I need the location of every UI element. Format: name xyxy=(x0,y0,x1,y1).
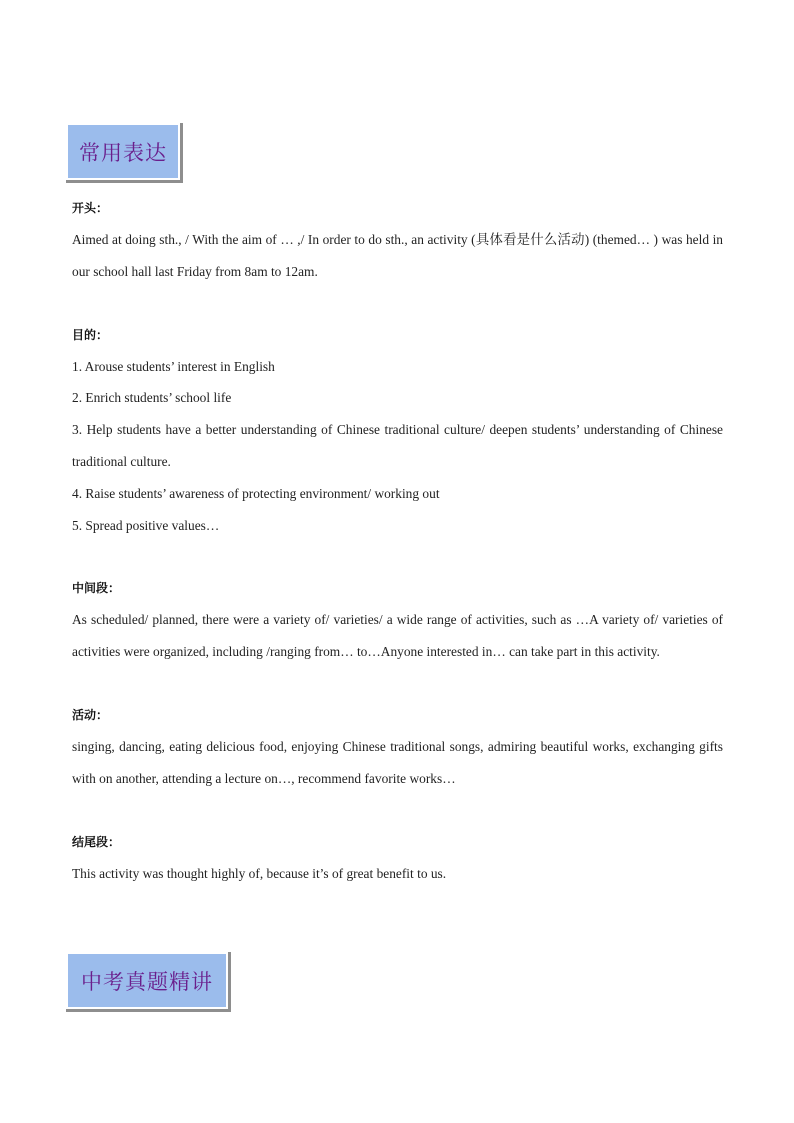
heading-ending: 结尾段： xyxy=(72,834,121,849)
banner-title: 中考真题精讲 xyxy=(81,969,213,994)
section-banner-expressions xyxy=(66,123,183,183)
purpose-item-2: 2. Enrich students’ school life xyxy=(72,390,232,406)
paragraph-middle: As scheduled/ planned, there were a variety of/ varieties/ a wide range of activities, such as …A variety of/ varieties of activities were organized, including /ranging from… to…Anyone interested in… can take part in this activity. xyxy=(72,612,723,660)
purpose-item-1: 1. Arouse students’ interest in English xyxy=(72,358,275,374)
content-body xyxy=(72,192,723,889)
heading-activities: 活动： xyxy=(72,707,109,722)
heading-purpose: 目的： xyxy=(72,327,109,342)
heading-opening: 开头： xyxy=(72,201,109,215)
heading-middle: 中间段： xyxy=(72,581,121,596)
purpose-item-3: 3. Help students have a better understanding of Chinese traditional culture/ deepen students’ understanding of Chinese traditional culture. xyxy=(72,422,723,469)
banner-title: 常用表达 xyxy=(79,140,167,165)
paragraph-activities: singing, dancing, eating delicious food, enjoying Chinese traditional songs, admiring beautiful works, exchanging gifts with on another, attending a lecture on…, recommend favorite works… xyxy=(72,738,723,786)
paragraph-ending: This activity was thought highly of, because it’s of great benefit to us. xyxy=(72,865,447,881)
purpose-item-5: 5. Spread positive values… xyxy=(72,517,220,533)
section-banner-exam xyxy=(66,952,231,1012)
paragraph-opening: Aimed at doing sth., / With the aim of … ,/ In order to do sth., an activity (具体看是什么活动) (themed… ) was held in our school hall last Friday from 8am to 12am. xyxy=(72,232,723,279)
purpose-item-4: 4. Raise students’ awareness of protecting environment/ working out xyxy=(72,485,440,501)
